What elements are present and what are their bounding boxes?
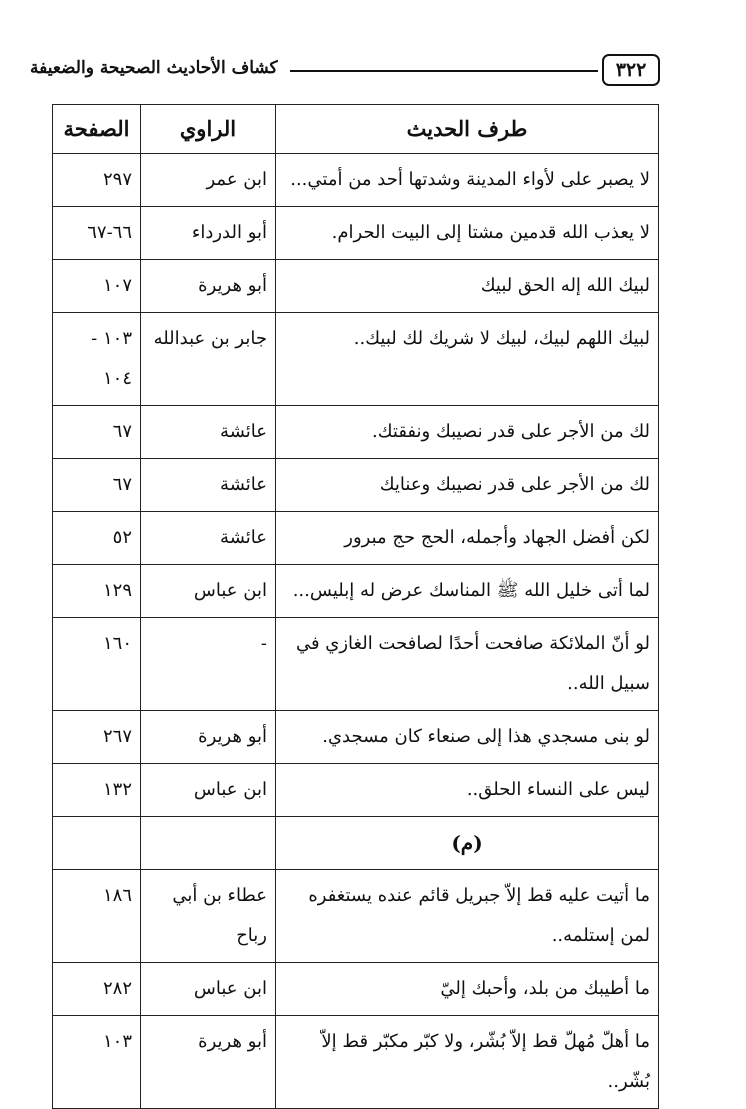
narrator-cell [141,817,276,870]
table-row [53,565,659,618]
page-cell: ١٣٢ [53,764,141,817]
table-row [53,618,659,711]
page-cell: ١٠٣ [53,1016,141,1109]
page-cell: ٢٨٢ [53,963,141,1016]
narrator-cell: ابن عباس [141,764,276,817]
narrator-cell: أبو الدرداء [141,207,276,260]
page-cell: ٦٧ [53,459,141,512]
narrator-cell: ابن عباس [141,963,276,1016]
column-header-hadith: طرف الحديث [276,105,659,154]
letter-section-row [53,817,659,870]
table-row [53,313,659,406]
hadith-cell: لكن أفضل الجهاد وأجمله، الحج حج مبرور [276,512,659,565]
page-cell: ٢٦٧ [53,711,141,764]
column-header-page: الصفحة [53,105,141,154]
table-row [53,154,659,207]
table-row [53,711,659,764]
narrator-cell: أبو هريرة [141,260,276,313]
hadith-index-table [52,104,659,1109]
table-row [53,207,659,260]
hadith-cell: لبيك الله إله الحق لبيك [276,260,659,313]
hadith-cell: لك من الأجر على قدر نصيبك وعنايك [276,459,659,512]
page-number: ٣٢٢ [602,54,660,86]
narrator-cell: عائشة [141,512,276,565]
hadith-cell: لك من الأجر على قدر نصيبك ونفقتك. [276,406,659,459]
table-row [53,870,659,963]
narrator-cell: أبو هريرة [141,711,276,764]
narrator-cell: أبو هريرة [141,1016,276,1109]
page-cell: ١٨٦ [53,870,141,963]
table-row [53,963,659,1016]
table-row [53,512,659,565]
book-title: كشاف الأحاديث الصحيحة والضعيفة [30,58,278,78]
hadith-cell: ما أتيت عليه قط إلاّ جبريل قائم عنده يستغفره لمن إستلمه.. [276,870,659,963]
column-header-narrator: الراوي [141,105,276,154]
page-cell: ١٢٩ [53,565,141,618]
page-cell: ٥٢ [53,512,141,565]
narrator-cell: عائشة [141,459,276,512]
page-cell: ١٠٣ - ١٠٤ [53,313,141,406]
page-cell: ١٦٠ [53,618,141,711]
hadith-cell: لما أتى خليل الله ﷺ المناسك عرض له إبليس... [276,565,659,618]
narrator-cell: جابر بن عبدالله [141,313,276,406]
hadith-cell: لا يصبر على لأواء المدينة وشدتها أحد من أمتي... [276,154,659,207]
narrator-cell: عائشة [141,406,276,459]
table-row [53,1016,659,1109]
hadith-cell: لو أنّ الملائكة صافحت أحدًا لصافحت الغازي في سبيل الله.. [276,618,659,711]
hadith-cell: ما أطيبك من بلد، وأحبك إليّ [276,963,659,1016]
page-cell: ٢٩٧ [53,154,141,207]
table-row [53,459,659,512]
table-header-row [53,105,659,154]
hadith-cell: ليس على النساء الحلق.. [276,764,659,817]
page-cell: ١٠٧ [53,260,141,313]
page-cell: ٦٧ [53,406,141,459]
table-row [53,406,659,459]
header-rule [290,70,598,72]
hadith-cell: لو بنى مسجدي هذا إلى صنعاء كان مسجدي. [276,711,659,764]
page-cell [53,817,141,870]
narrator-cell: عطاء بن أبي رباح [141,870,276,963]
hadith-cell: لا يعذب الله قدمين مشتا إلى البيت الحرام. [276,207,659,260]
narrator-cell: ابن عباس [141,565,276,618]
hadith-cell: لبيك اللهم لبيك، لبيك لا شريك لك لبيك.. [276,313,659,406]
narrator-cell: ابن عمر [141,154,276,207]
table-row [53,764,659,817]
letter-heading: (م) [276,817,659,870]
narrator-cell: - [141,618,276,711]
hadith-cell: ما أهلّ مُهلّ قط إلاّ بُشّر، ولا كبّر مكبّر قط إلاّ بُشّر.. [276,1016,659,1109]
page-cell: ٦٦-٦٧ [53,207,141,260]
running-head [30,52,660,92]
table-row [53,260,659,313]
